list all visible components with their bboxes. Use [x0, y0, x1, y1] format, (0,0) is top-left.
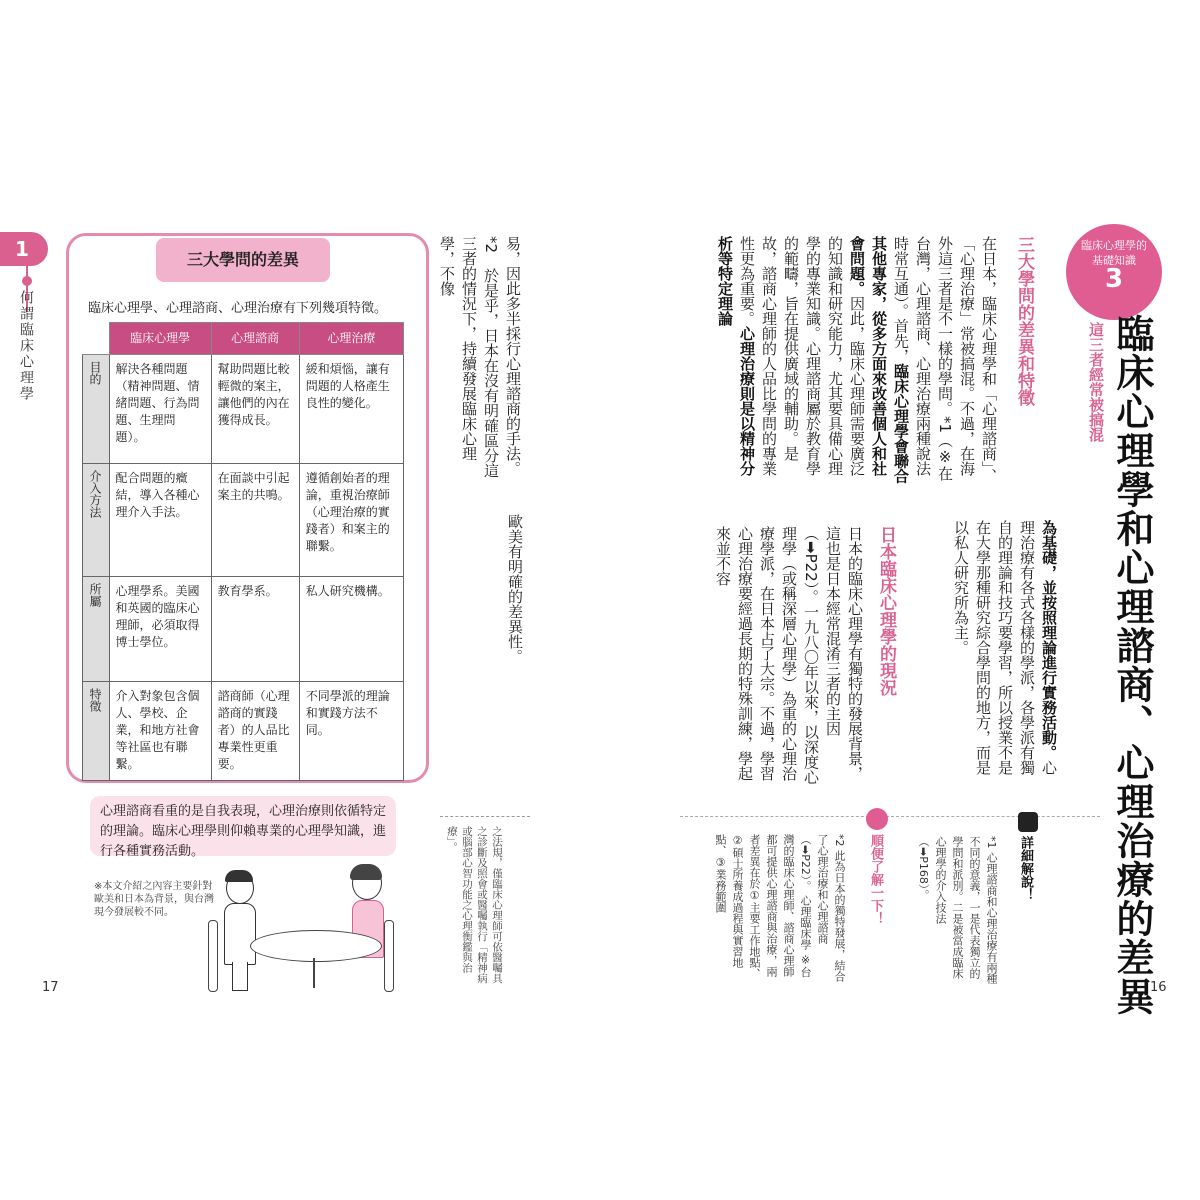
chapter-number: 1 — [15, 237, 29, 261]
comparison-table — [82, 322, 404, 781]
row-label: 介入方法 — [83, 464, 110, 577]
table-cell: 心理學系。美國和英國的臨床心理師，必須取得博士學位。 — [109, 577, 211, 682]
table-cell: 在面談中引起案主的共鳴。 — [211, 464, 299, 577]
fyi-text: *2 此為日本的獨特發展，結合了心理治療和心理諮商（➡P22）。 心理臨床學 ※台灣的臨床心理師、諮商心理師都可提供心理諮商與治療，兩者差異在於①主要工作地點、②碩士所養成過程與實習地點、③業務範圍 — [714, 834, 846, 982]
section-heading: 日本臨床心理學的現況 — [876, 526, 896, 696]
table-header: 心理諮商 — [211, 323, 299, 355]
table-row — [83, 464, 404, 577]
table-cell: 不同學派的理論和實踐方法不同。 — [299, 682, 403, 781]
client-hair — [350, 864, 382, 880]
card-title: 三大學問的差異 — [156, 238, 330, 282]
section1-body-cont: 為基礎，並按照理論進行實務活動。心理治療有各式各樣的學派，各學派有獨自的理論和技巧要學習，所以授業不是在大學那種研究綜合學問的地方，而是以私人研究所為主。 — [952, 520, 1058, 775]
chapter-title: 何謂臨床心理學 — [18, 290, 34, 402]
table-header: 心理治療 — [299, 323, 403, 355]
table-cell: 諮商師（心理諮商的實踐者）的人品比專業性更重要。 — [211, 682, 299, 781]
badge-number: 3 — [1104, 264, 1124, 294]
table-leg — [313, 958, 315, 988]
round-table — [250, 930, 382, 962]
chair-right — [384, 920, 394, 992]
table-row — [83, 682, 404, 781]
section1-body: 在日本，臨床心理學和「心理諮商」、「心理治療」常被搞混。不過，在海外這三者是不一樣的學問。*1（※在台灣，心理諮商、心理治療兩種說法時常互通）。首先，臨床心理學會聯合其他專家，從多方面來改善個人和社會問題。因此，臨床心理師需要廣泛的知識和研究能力，尤其要具備心理學的專業知識。心理諮商屬於教育學的範疇，旨在提供廣域的輔助。是故，諮商心理師的人品比學問的專業性更為重要。心理治療則是以精神分析等特定理論 — [716, 236, 998, 484]
body-text-left: 易，因此多半採行心理諮商的手法。*2 於是乎，日本在沒有明確區分這三者的情況下，持續發展臨床心理學，不像 — [438, 236, 522, 479]
counselor-legs — [232, 962, 248, 991]
row-label: 所屬 — [83, 577, 110, 682]
table-cell: 介入對象包含個人、學校、企業，和地方社會等社區也有聯繫。 — [109, 682, 211, 781]
body-text-left-cont: 歐美有明確的差異性。 — [506, 514, 524, 664]
table-cell: 遵循創始者的理論，重視治療師（心理治療的實踐者）和案主的聯繫。 — [299, 464, 403, 577]
page-subtitle: 這三者經常被搞混 — [1087, 322, 1105, 442]
table-row — [83, 577, 404, 682]
page-number-right: 16 — [1150, 980, 1167, 995]
book-icon — [1018, 812, 1038, 832]
table-cell: 幫助問題比較輕微的案主，讓他們的內在獲得成長。 — [211, 355, 299, 464]
row-label: 目的 — [83, 355, 110, 464]
section-heading: 三大學問的差異和特徵 — [1014, 236, 1034, 406]
table-cell: 私人研究機構。 — [299, 577, 403, 682]
table-cell: 解決各種問題（精神問題、情緒問題、行為問題、生理問題）。 — [109, 355, 211, 464]
side-note-left: 之法規，僅臨床心理師可依醫囑具之診斷及照會或醫囑執行「精神病或腦部心智功能之心理衡鑑與治療」。 — [446, 826, 503, 984]
table-cell: 緩和煩惱，讓有問題的人格產生良性的變化。 — [299, 355, 403, 464]
section2-body: 日本的臨床心理學有獨特的發展背景，這也是日本經常混淆三者的主因（➡P22）。一九八〇年以來，以深度心理學（或稱深層心理學）為重的心理治療學派，在日本占了大宗。不過，學習心理治療要經過長期的特殊訓練，學起來並不容 — [714, 526, 864, 785]
detail-title: 詳細解說！ — [1018, 836, 1033, 901]
table-row — [83, 355, 404, 464]
fyi-title: 順便了解一下！ — [868, 834, 883, 925]
card-intro: 臨床心理學、心理諮商、心理治療有下列幾項特徵。 — [88, 301, 388, 316]
row-label: 特徵 — [83, 682, 110, 781]
counselor-hair — [225, 870, 253, 882]
page-title: 臨床心理學和心理諮商、心理治療的差異 — [1110, 314, 1154, 1016]
table-header: 臨床心理學 — [109, 323, 211, 355]
detail-text: *1 心理諮商和心理治療有兩種不同的意義，一是代表獨立的學問和派別。二是被當成臨床心理學的介入技法（➡P168）。 — [917, 836, 998, 984]
badge-label: 基礎知識 — [1092, 254, 1136, 267]
chapter-dot — [22, 276, 32, 286]
table-cell: 配合問題的癥結，導入各種心理介入手法。 — [109, 464, 211, 577]
table-cell: 教育學系。 — [211, 577, 299, 682]
badge-label: 臨床心理學的 — [1081, 239, 1147, 252]
counselor-illustration — [224, 903, 256, 965]
chair-left — [208, 920, 218, 992]
divider — [440, 816, 530, 817]
summary-box: 心理諮商看重的是自我表現，心理治療則依循特定的理論。臨床心理學則仰賴專業的心理學知識，進行各種實務活動。 — [90, 796, 396, 856]
page-number-left: 17 — [42, 980, 59, 995]
table-corner — [83, 323, 110, 355]
down-arrow-icon — [866, 808, 888, 830]
footnote: ※本文介紹之內容主要針對歐美和日本為背景，與台灣現今發展較不同。 — [94, 881, 214, 918]
